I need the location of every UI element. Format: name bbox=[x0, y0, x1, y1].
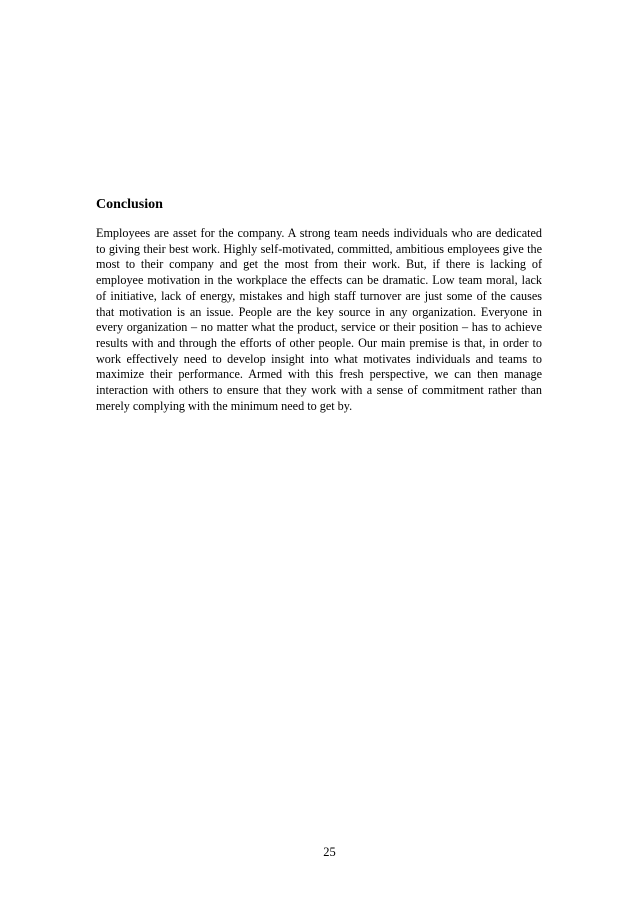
page-number: 25 bbox=[323, 845, 336, 859]
body-paragraph: Employees are asset for the company. A strong team needs individuals who are dedicated to giving their best work. Highly self-motivated, committed, ambitious employees give the most to their company and get the most from their work. But, if there is lacking of employee motivation in the workplace the effects can be dramatic. Low team moral, lack of initiative, lack of energy, mistakes and high staff turnover are just some of the causes that motivation is an issue. People are the key source in any organization. Everyone in every organization – no matter what the product, service or their position – has to achieve results with and through the efforts of other people. Our main premise is that, in order to work effectively need to develop insight into what motivates individuals and teams to maximize their performance. Armed with this fresh perspective, we can then manage interaction with others to ensure that they work with a sense of commitment rather than merely complying with the minimum need to get by. bbox=[96, 226, 542, 413]
section-heading: Conclusion bbox=[96, 197, 163, 212]
